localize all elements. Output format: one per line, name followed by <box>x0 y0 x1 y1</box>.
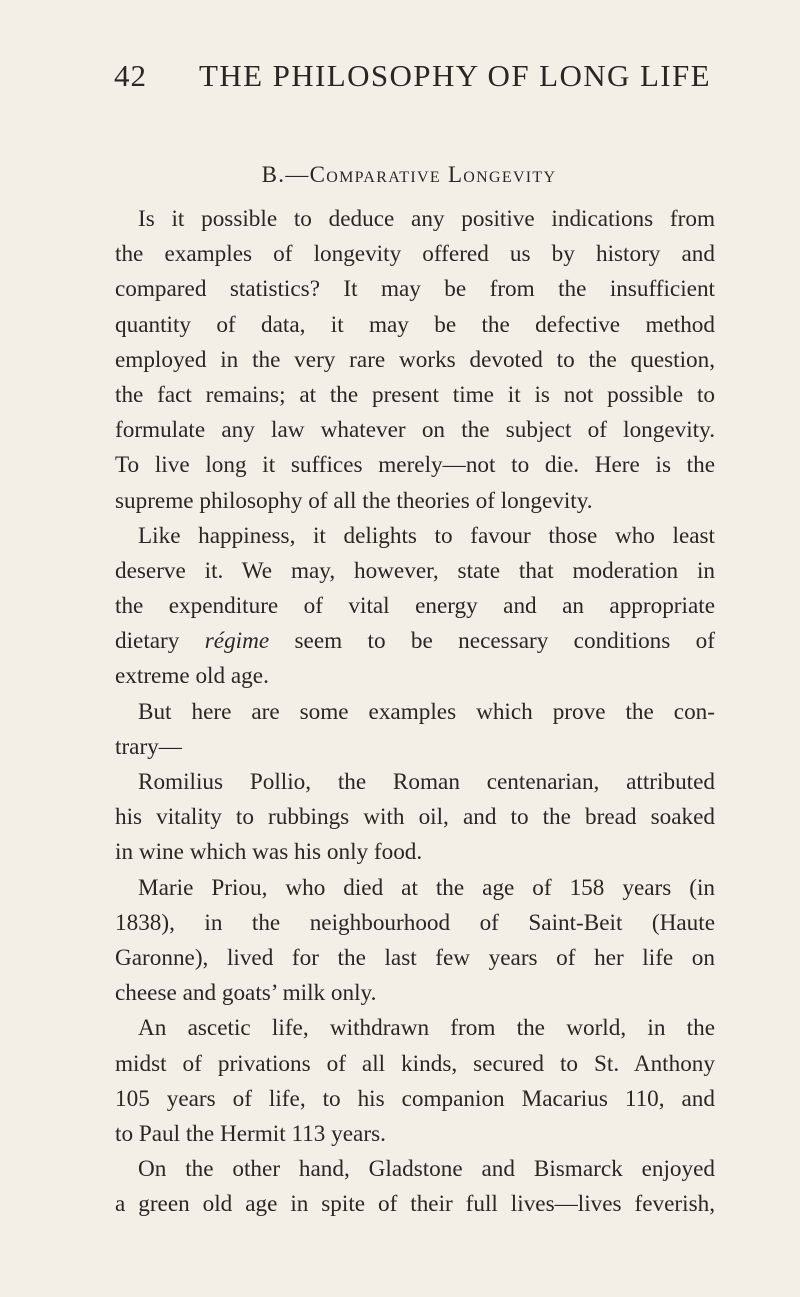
text-line: Like happiness, it delights to favour those who least <box>138 522 715 549</box>
text-line: his vitality to rubbings with oil, and to the bread soaked <box>115 804 715 831</box>
text-line: Marie Priou, who died at the age of 158 years (in <box>138 874 715 901</box>
paragraph <box>115 871 715 1012</box>
paragraph <box>115 695 715 765</box>
text-line: To live long it suffices merely—not to die. Here is the <box>115 452 715 479</box>
text-line: quantity of data, it may be the defective method <box>115 311 715 338</box>
running-title: THE PHILOSOPHY OF LONG LIFE <box>199 58 711 93</box>
page-number: 42 <box>114 58 147 93</box>
paragraph <box>115 765 715 871</box>
text-line: But here are some examples which prove the con- <box>138 698 715 725</box>
text-line: employed in the very rare works devoted to the question, <box>115 346 715 373</box>
text-line: Is it possible to deduce any positive indications from <box>138 206 715 232</box>
text-line: cheese and goats’ milk only. <box>115 980 377 1007</box>
text-line: supreme philosophy of all the theories of longevity. <box>115 487 593 514</box>
text-line <box>115 624 715 659</box>
text-line: On the other hand, Gladstone and Bismarck enjoyed <box>138 1156 715 1183</box>
text-line: midst of privations of all kinds, secured to St. Anthony <box>115 1050 715 1077</box>
body-text <box>115 202 715 1222</box>
text-line: compared statistics? It may be from the insufficient <box>115 276 715 303</box>
text-line: 1838), in the neighbourhood of Saint-Beit (Haute <box>115 909 715 936</box>
text-line: formulate any law whatever on the subject of longevity. <box>115 417 715 444</box>
text-line: Garonne), lived for the last few years of her life on <box>115 944 715 971</box>
text-line: An ascetic life, withdrawn from the world, in the <box>138 1015 715 1042</box>
text-fragment: seem to be necessary conditions of <box>269 628 715 655</box>
paragraph <box>115 202 715 519</box>
running-head <box>114 58 714 98</box>
text-line: in wine which was his only food. <box>115 839 423 866</box>
text-line: trary— <box>115 733 182 760</box>
text-line: deserve it. We may, however, state that moderation in <box>115 557 715 584</box>
text-line: a green old age in spite of their full lives—lives feverish, <box>115 1191 715 1218</box>
paragraph <box>115 1011 715 1152</box>
paragraph <box>115 519 715 695</box>
italic-word: régime <box>204 628 270 655</box>
text-line: the fact remains; at the present time it is not possible to <box>115 381 715 408</box>
paragraph <box>115 1152 715 1222</box>
text-line: 105 years of life, to his companion Macarius 110, and <box>115 1085 715 1112</box>
text-line: the expenditure of vital energy and an appropriate <box>115 593 715 620</box>
text-line: the examples of longevity offered us by history and <box>115 241 715 268</box>
text-line: to Paul the Hermit 113 years. <box>115 1120 386 1147</box>
text-line: extreme old age. <box>115 663 269 690</box>
section-heading: B.—Comparative Longevity <box>261 162 557 187</box>
text-fragment: dietary <box>115 628 205 655</box>
text-line: Romilius Pollio, the Roman centenarian, attributed <box>138 769 715 795</box>
